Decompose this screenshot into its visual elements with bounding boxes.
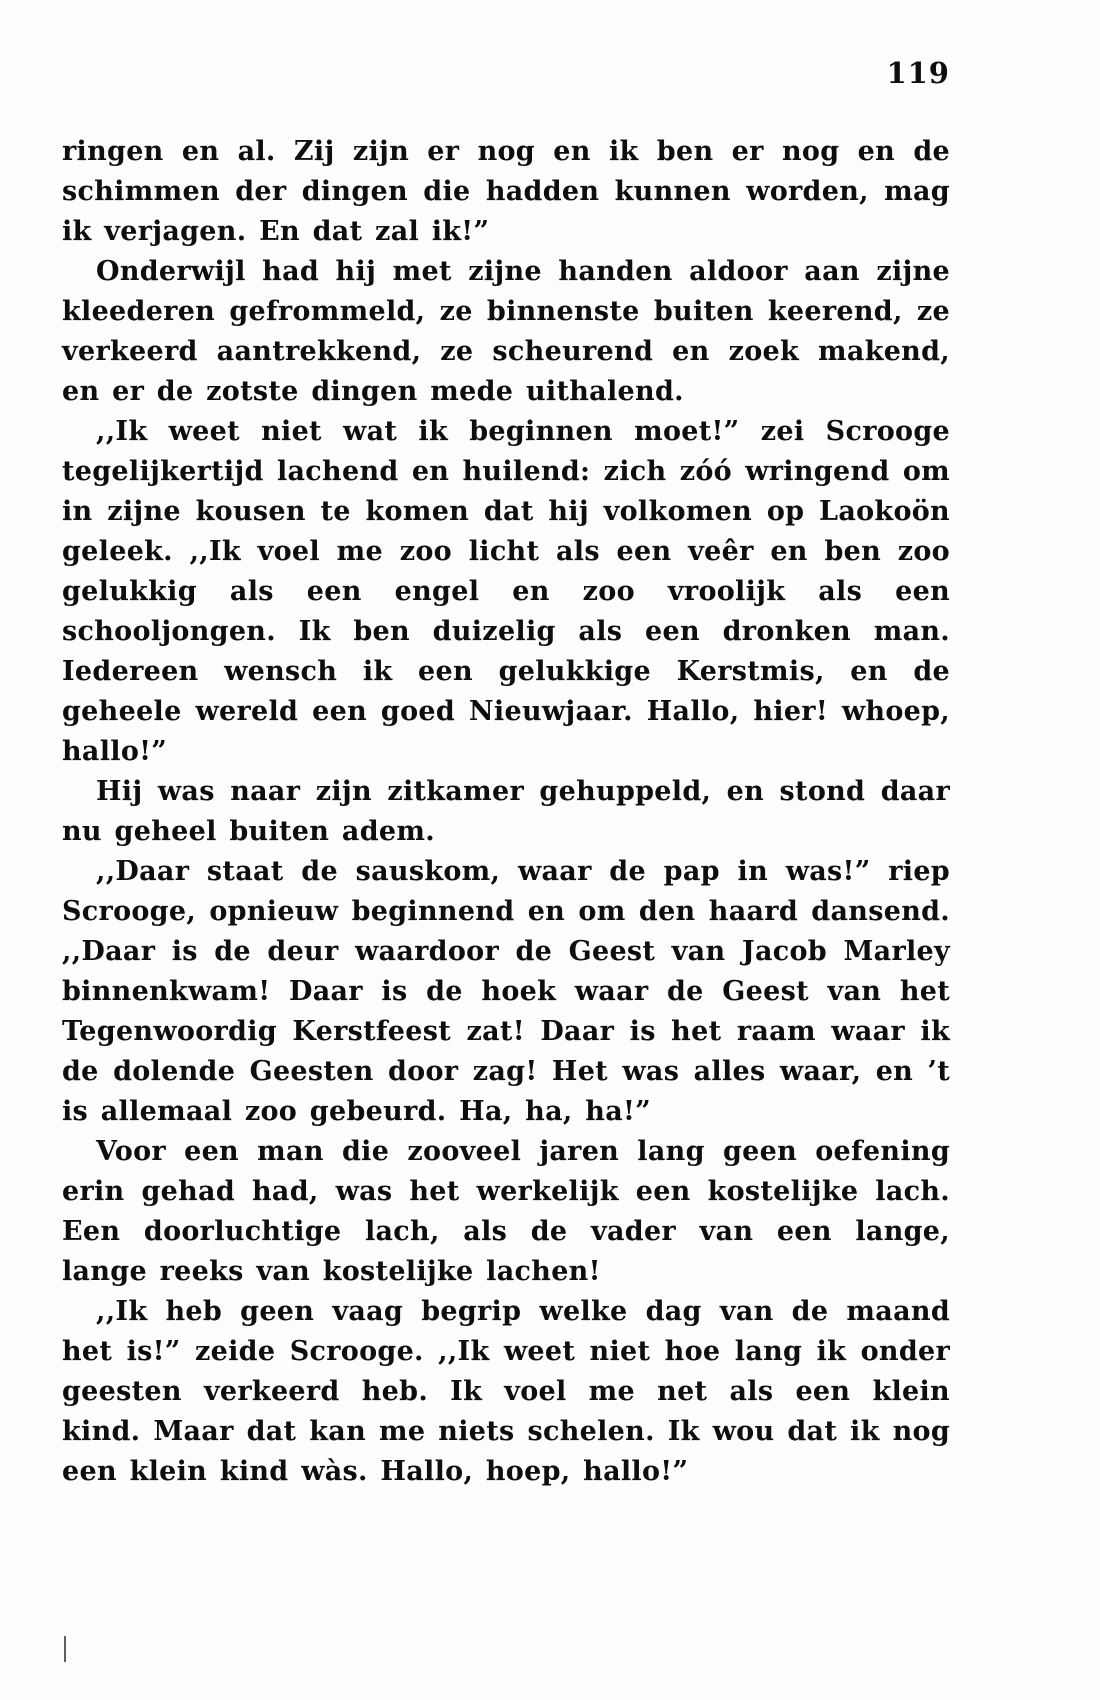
paragraph: Voor een man die zooveel jaren lang geen oefening erin gehad had, was het werkelijk een kostelijke lach. Een doorluchtige lach, als de vader van een lange, lange reeks van kostelijke lachen!	[62, 1136, 950, 1287]
paragraph: ,,Ik heb geen vaag begrip welke dag van de maand het is!” zeide Scrooge. ,,Ik weet niet hoe lang ik onder geesten verkeerd heb. Ik voel me net als een klein kind. Maar dat kan me niets schelen. Ik wou dat ik nog een klein kind wàs. Hallo, hoep, hallo!”	[62, 1296, 950, 1487]
page-number: 119	[886, 56, 950, 90]
paragraph: ,,Daar staat de sauskom, waar de pap in was!” riep Scrooge, opnieuw beginnend en om den haard dansend. ,,Daar is de deur waardoor de Geest van Jacob Marley binnenkwam! Daar is de hoek waar de Geest van het Tegenwoordig Kerstfeest zat! Daar is het raam waar ik de dolende Geesten door zag! Het was alles waar, en ’t is allemaal zoo gebeurd. Ha, ha, ha!”	[62, 856, 950, 1127]
paragraph: Onderwijl had hij met zijne handen aldoor aan zijne kleederen gefrommeld, ze binnenste buiten keerend, ze verkeerd aantrekkend, ze scheurend en zoek makend, en er de zotste dingen mede uithalend.	[62, 256, 950, 407]
scan-artifact-mark	[64, 1636, 66, 1662]
paragraph: ,,Ik weet niet wat ik beginnen moet!” zei Scrooge tegelijkertijd lachend en huilend: zich zóó wringend om in zijne kousen te komen dat hij volkomen op Laokoön geleek. ,,Ik voel me zoo licht als een veêr en ben zoo gelukkig als een engel en zoo vroolijk als een schooljongen. Ik ben duizelig als een dronken man. Iedereen wensch ik een gelukkige Kerstmis, en de geheele wereld een goed Nieuwjaar. Hallo, hier! whoep, hallo!”	[62, 416, 950, 767]
paragraph: ringen en al. Zij zijn er nog en ik ben er nog en de schimmen der dingen die hadden kunnen worden, mag ik verjagen. En dat zal ik!”	[62, 136, 950, 247]
paragraph: Hij was naar zijn zitkamer gehuppeld, en stond daar nu geheel buiten adem.	[62, 776, 950, 847]
text-block	[62, 132, 950, 1492]
